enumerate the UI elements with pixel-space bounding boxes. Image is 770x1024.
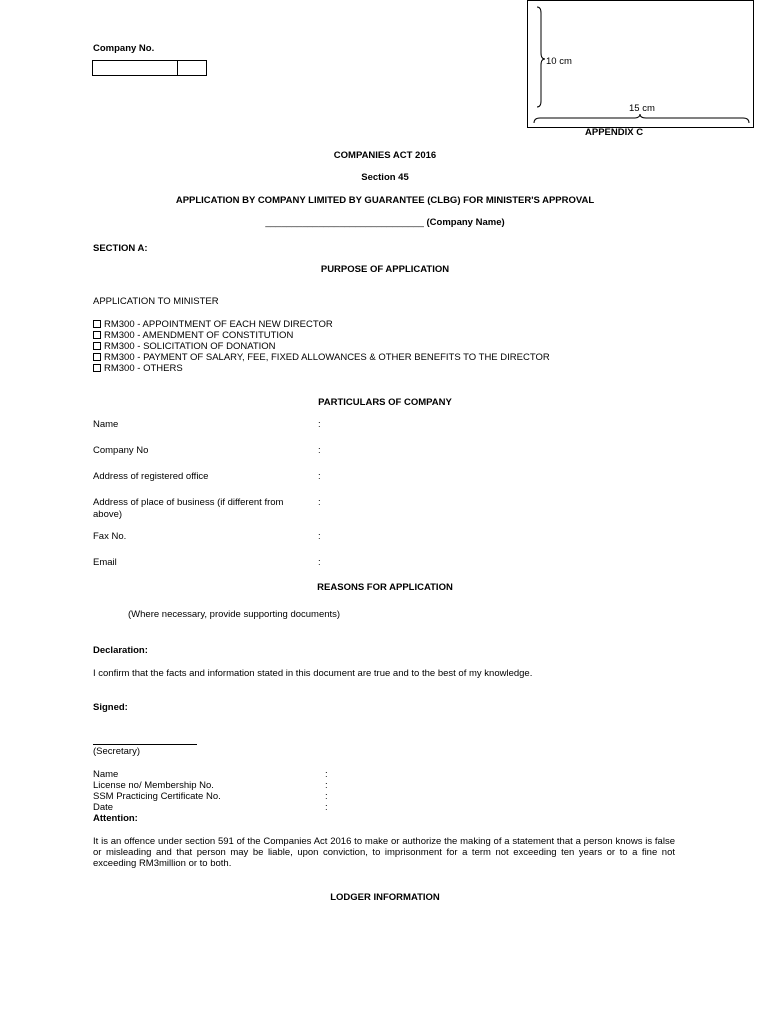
secretary-name-label: Name bbox=[93, 769, 119, 780]
option-payment[interactable] bbox=[93, 352, 550, 363]
particular-email-label: Email bbox=[93, 557, 117, 568]
lodger-heading: LODGER INFORMATION bbox=[330, 892, 440, 903]
particular-fax-value[interactable]: : bbox=[318, 531, 321, 542]
particulars-heading: PARTICULARS OF COMPANY bbox=[318, 397, 452, 408]
option-appointment[interactable] bbox=[93, 319, 333, 330]
checkbox-icon[interactable] bbox=[93, 320, 101, 328]
checkbox-icon[interactable] bbox=[93, 342, 101, 350]
license-no-label: License no/ Membership No. bbox=[93, 780, 214, 791]
checkbox-icon[interactable] bbox=[93, 353, 101, 361]
option-others[interactable] bbox=[93, 363, 183, 374]
appendix-label: APPENDIX C bbox=[585, 127, 644, 138]
company-name-line bbox=[0, 217, 770, 228]
option-label: RM300 - SOLICITATION OF DONATION bbox=[104, 341, 276, 352]
attention-heading: Attention: bbox=[93, 813, 138, 824]
secretary-name-value[interactable]: : bbox=[325, 769, 328, 780]
date-label: Date bbox=[93, 802, 114, 813]
particular-name-label: Name bbox=[93, 419, 119, 430]
particular-business-address-label: Address of place of business (if different from above) bbox=[93, 497, 284, 520]
signature-line[interactable] bbox=[93, 744, 197, 745]
company-name-blank[interactable]: ______________________________ bbox=[265, 217, 424, 228]
declaration-text: I confirm that the facts and information stated in this document are true and to the best of my knowledge. bbox=[93, 668, 533, 679]
reasons-heading: REASONS FOR APPLICATION bbox=[317, 582, 453, 593]
particular-company-no-label: Company No bbox=[93, 445, 149, 456]
particular-registered-office-label: Address of registered office bbox=[93, 471, 209, 482]
license-no-value[interactable]: : bbox=[325, 780, 328, 791]
option-label: RM300 - OTHERS bbox=[104, 363, 183, 374]
declaration-heading: Declaration: bbox=[93, 645, 148, 656]
height-label: 10 cm bbox=[546, 56, 572, 67]
particular-registered-office-value[interactable]: : bbox=[318, 471, 321, 482]
option-label: RM300 - AMENDMENT OF CONSTITUTION bbox=[104, 330, 294, 341]
company-no-box-divider bbox=[177, 61, 178, 75]
company-name-label: (Company Name) bbox=[426, 217, 505, 228]
act-title: COMPANIES ACT 2016 bbox=[333, 150, 437, 161]
company-no-box[interactable] bbox=[92, 60, 207, 76]
width-label: 15 cm bbox=[629, 103, 655, 114]
section-a-heading: SECTION A: bbox=[93, 243, 148, 254]
particular-fax-label: Fax No. bbox=[93, 531, 127, 542]
option-label: RM300 - APPOINTMENT OF EACH NEW DIRECTOR bbox=[104, 319, 333, 330]
reasons-note: (Where necessary, provide supporting documents) bbox=[128, 609, 341, 620]
section-title: Section 45 bbox=[361, 172, 409, 183]
particular-company-no-value[interactable]: : bbox=[318, 445, 321, 456]
checkbox-icon[interactable] bbox=[93, 331, 101, 339]
stamp-box bbox=[527, 0, 754, 128]
attention-text: It is an offence under section 591 of the Companies Act 2016 to make or authorize the making of a statement that a person knows is false or misleading and that person may be liable, upon conviction, to imprisonment for a term not exceeding ten years or to a fine not exceeding RM3million or to both. bbox=[93, 836, 675, 869]
ssm-cert-value[interactable]: : bbox=[325, 791, 328, 802]
option-label: RM300 - PAYMENT OF SALARY, FEE, FIXED ALLOWANCES & OTHER BENEFITS TO THE DIRECTOR bbox=[104, 352, 550, 363]
ssm-cert-label: SSM Practicing Certificate No. bbox=[93, 791, 221, 802]
option-amendment[interactable] bbox=[93, 330, 293, 341]
secretary-label: (Secretary) bbox=[93, 746, 140, 757]
purpose-heading: PURPOSE OF APPLICATION bbox=[320, 264, 450, 275]
particular-name-value[interactable]: : bbox=[318, 419, 321, 430]
application-title: APPLICATION BY COMPANY LIMITED BY GUARANTEE (CLBG) FOR MINISTER'S APPROVAL bbox=[175, 195, 595, 206]
checkbox-icon[interactable] bbox=[93, 364, 101, 372]
particular-business-address-value[interactable]: : bbox=[318, 497, 321, 508]
signed-label: Signed: bbox=[93, 702, 128, 713]
application-to-minister: APPLICATION TO MINISTER bbox=[93, 296, 219, 307]
date-value[interactable]: : bbox=[325, 802, 328, 813]
particular-email-value[interactable]: : bbox=[318, 557, 321, 568]
company-no-label: Company No. bbox=[93, 43, 155, 54]
option-solicitation[interactable] bbox=[93, 341, 276, 352]
